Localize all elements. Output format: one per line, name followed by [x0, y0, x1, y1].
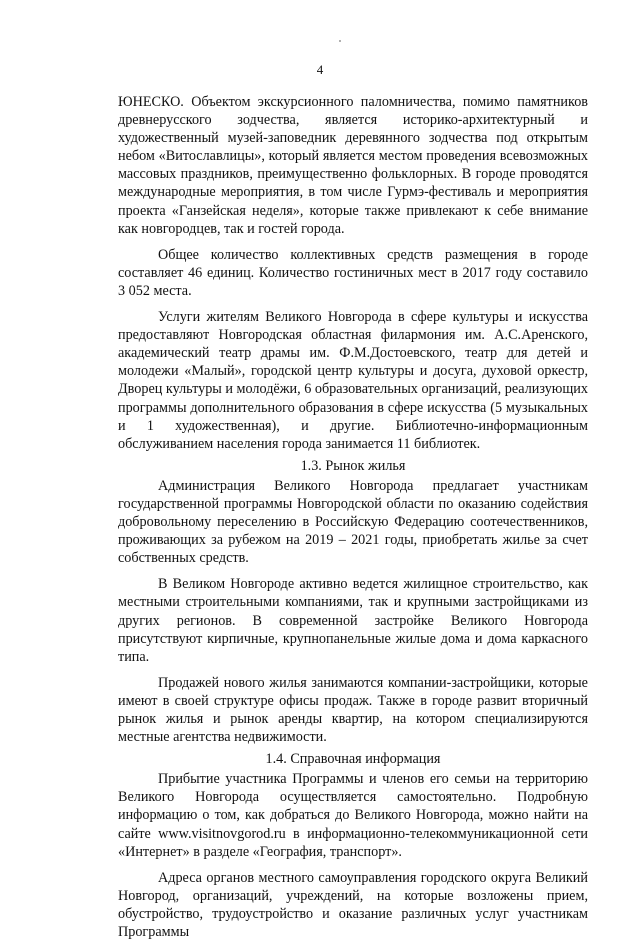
paragraph-reference-2: Адреса органов местного самоуправления городского округа Великий Новгород, организаций, учреждений, на которые возложены прием, обустройство, трудоустройство и оказание различных услуг участникам Программы: [118, 869, 588, 941]
paragraph-housing-3: Продажей нового жилья занимаются компании-застройщики, которые имеют в своей структуре офисы продаж. Также в городе развит вторичный рынок жилья и рынок аренды квартир, на котором специализируются местные агентства недвижимости.: [118, 674, 588, 746]
document-body: [118, 93, 588, 945]
paragraph-housing-1: Администрация Великого Новгорода предлагает участникам государственной программы Новгородской области по оказанию содействия добровольному переселению в Российскую Федерацию соотечественников, проживающих за рубежом на 2019 – 2021 годы, приобретать жилье за счет собственных средств.: [118, 477, 588, 567]
paragraph-culture: Услуги жителям Великого Новгорода в сфере культуры и искусства предоставляют Новгородская областная филармония им. А.С.Аренского, академический театр драмы им. Ф.М.Достоевского, театр для детей и молодежи «Малый», городской центр культуры и досуга, духовой оркестр, Дворец культуры и молодёжи, 6 образовательных организаций, реализующих программы дополнительного образования в сфере искусства (5 музыкальных и 1 художественная), и другие. Библиотечно-информационным обслуживанием населения города занимается 11 библиотек.: [118, 309, 588, 452]
paragraph-unesco: ЮНЕСКО. Объектом экскурсионного паломничества, помимо памятников древнерусского зодчества, является историко-архитектурный и художественный музей-заповедник деревянного зодчества под открытым небом «Витославлицы», который является местом проведения всевозможных массовых праздников, преимущественно фольклорных. В городе проводятся международные мероприятия, в том числе Гурмэ-фестиваль и мероприятия проекта «Ганзейская неделя», которые также привлекают к себе внимание как новгородцев, так и гостей города.: [118, 94, 588, 237]
page-number: 4: [316, 62, 324, 77]
paragraph-housing-2: В Великом Новгороде активно ведется жилищное строительство, как местными строительными компаниями, так и крупными застройщиками из других регионов. В современной застройке Великого Новгорода присутствуют кирпичные, крупнопанельные жилые дома и дома каркасного типа.: [118, 576, 588, 665]
scan-speck: [339, 40, 341, 42]
section-heading-reference: 1.4. Справочная информация: [265, 751, 441, 768]
paragraph-reference-1: Прибытие участника Программы и членов его семьи на территорию Великого Новгорода осуществляется самостоятельно. Подробную информацию о том, как добраться до Великого Новгорода, можно найти на сайте www.visitnovgorod.ru в информационно-телекоммуникационной сети «Интернет» в разделе «География, транспорт».: [118, 771, 588, 860]
paragraph-accommodation: Общее количество коллективных средств размещения в городе составляет 46 единиц. Количество гостиничных мест в 2017 году составило 3 052 места.: [118, 246, 588, 299]
section-heading-housing: 1.3. Рынок жилья: [300, 457, 406, 474]
